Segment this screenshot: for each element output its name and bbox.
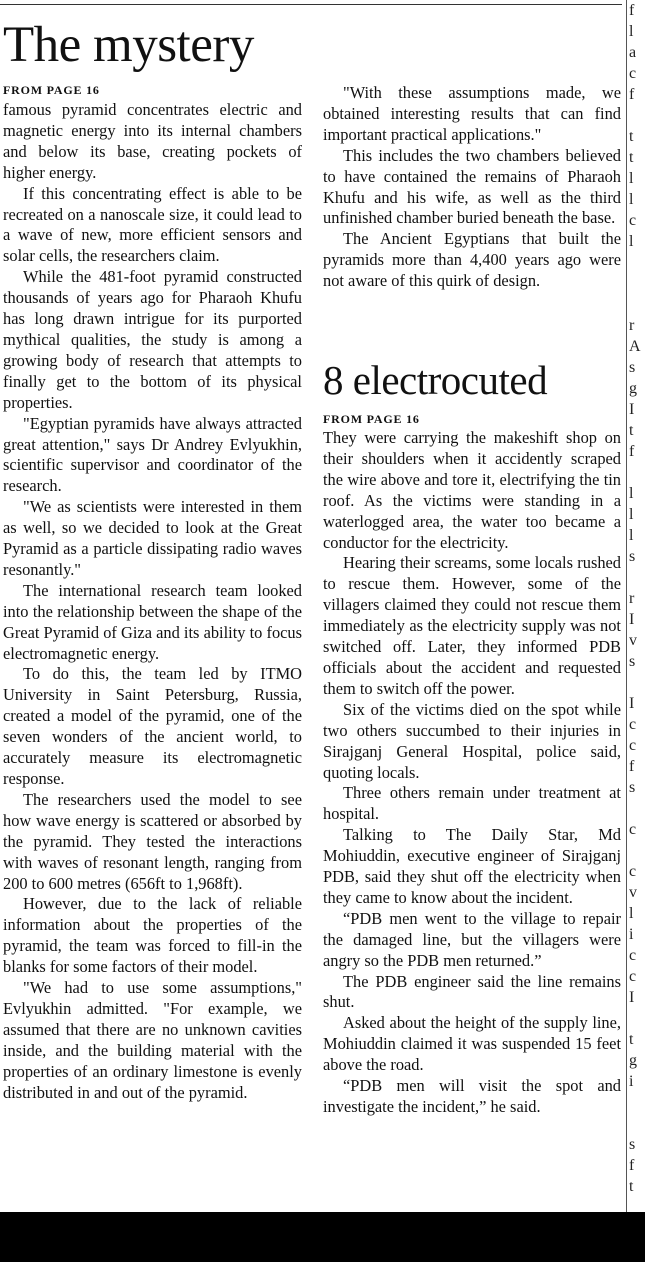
edge-fragment: c	[629, 968, 637, 985]
paragraph: Hearing their screams, some locals rushed to rescue them. However, some of the villagers claimed they could not rescue them immediately as the electricity supply was not switched off. Later, they informed PDB officials about the accident and requested them to switch off the power.	[323, 553, 621, 698]
edge-fragment: g	[629, 380, 637, 397]
edge-fragment: I	[629, 989, 635, 1006]
edge-fragment: t	[629, 422, 634, 439]
edge-fragment: i	[629, 1073, 634, 1090]
paragraph: Three others remain under treatment at hospital.	[323, 783, 621, 824]
edge-fragment: s	[629, 359, 636, 376]
headline-8-electrocuted: 8 electrocuted	[323, 357, 548, 403]
black-bottom-bar	[0, 1212, 645, 1262]
edge-fragment: f	[629, 1157, 635, 1174]
edge-fragment: s	[629, 1136, 636, 1153]
paragraph: This includes the two chambers believed to have contained the remains of Pharaoh Khufu and his wife, as well as the third unfinished chamber buried beneath the base.	[323, 145, 621, 228]
paragraph: Six of the victims died on the spot while two others succumbed to their injuries in Sirajganj General Hospital, police said, quoting locals.	[323, 699, 621, 782]
paragraph: "Egyptian pyramids have always attracted great attention," says Dr Andrey Evlyukhin, scientific supervisor and coordinator of the research.	[3, 413, 302, 496]
edge-fragment	[629, 273, 645, 294]
edge-fragment	[629, 105, 645, 126]
edge-fragment: g	[629, 1052, 637, 1069]
edge-fragment	[629, 294, 645, 315]
paragraph: To do this, the team led by ITMO University in Saint Petersburg, Russia, created a model of the pyramid, one of the seven wonders of the ancient world, to accurately measure its electromagnetic response.	[3, 664, 302, 788]
edge-fragment: c	[629, 65, 637, 82]
mystery-column-2	[323, 83, 621, 292]
from-page-label: FROM PAGE 16	[323, 412, 420, 426]
paragraph: famous pyramid concentrates electric and magnetic energy into its internal chambers and below its base, creating pockets of higher energy.	[3, 100, 302, 182]
paragraph: “PDB men will visit the spot and investigate the incident,” he said.	[323, 1076, 621, 1116]
edge-fragment	[629, 252, 645, 273]
paragraph: Talking to The Daily Star, Md Mohiuddin, executive engineer of Sirajganj PDB, said they shut off the electricity when they came to know about the incident.	[323, 825, 621, 907]
edge-fragment: f	[629, 758, 635, 775]
edge-fragment: f	[629, 86, 635, 103]
electrocuted-column	[323, 428, 621, 1118]
edge-fragment: t	[629, 1031, 634, 1048]
edge-fragment: v	[629, 884, 637, 901]
edge-fragment: r	[629, 590, 635, 607]
edge-fragment: I	[629, 695, 635, 712]
paragraph: "With these assumptions made, we obtained interesting results that can find important practical applications."	[323, 83, 621, 144]
paragraph: The PDB engineer said the line remains shut.	[323, 971, 621, 1012]
edge-fragment	[629, 798, 645, 819]
edge-fragment: I	[629, 611, 635, 628]
column-rule	[626, 0, 627, 1212]
cropped-next-column	[629, 0, 645, 1212]
edge-fragment: c	[629, 821, 637, 838]
edge-fragment: v	[629, 632, 637, 649]
edge-fragment: f	[629, 443, 635, 460]
edge-fragment: a	[629, 44, 637, 61]
edge-fragment: s	[629, 653, 636, 670]
edge-fragment: c	[629, 737, 637, 754]
headline-the-mystery: The mystery	[3, 17, 254, 73]
paragraph: They were carrying the makeshift shop on their shoulders when it accidently scraped the wire above and tore it, electrifying the tin roof. As the victims were standing in a waterlogged area, the water too became a conductor for the electricity.	[323, 428, 621, 552]
edge-fragment: s	[629, 779, 636, 796]
paragraph: The Ancient Egyptians that built the pyramids more than 4,400 years ago were not aware of this quirk of design.	[323, 229, 621, 291]
edge-fragment: t	[629, 149, 634, 166]
paragraph: While the 481-foot pyramid constructed thousands of years ago for Pharaoh Khufu has long drawn intrigue for its purported mythical qualities, the study is among a growing body of research that attempts to finally get to the bottom of its physical properties.	[3, 267, 302, 412]
edge-fragment	[629, 1092, 645, 1113]
edge-fragment: A	[629, 338, 641, 355]
edge-fragment: c	[629, 716, 637, 733]
paragraph: "We had to use some assumptions," Evlyukhin admitted. "For example, we assumed that there are no unknown cavities inside, and the building material with the properties of an ordinary limestone is evenly distributed in and out of the pyramid.	[3, 978, 302, 1102]
edge-fragment: t	[629, 1178, 634, 1195]
paragraph: If this concentrating effect is able to be recreated on a nanoscale size, it could lead to a wave of new, more efficient sensors and solar cells, the researchers claim.	[3, 183, 302, 266]
edge-fragment: l	[629, 233, 634, 250]
paragraph: "We as scientists were interested in them as well, so we decided to look at the Great Pyramid as a particle dissipating radio waves resonantly."	[3, 497, 302, 579]
mystery-column-1	[3, 100, 302, 1104]
edge-fragment: r	[629, 317, 635, 334]
edge-fragment: l	[629, 191, 634, 208]
edge-fragment: l	[629, 23, 634, 40]
edge-fragment	[629, 672, 645, 693]
edge-fragment: l	[629, 527, 634, 544]
edge-fragment: i	[629, 926, 634, 943]
edge-fragment: c	[629, 947, 637, 964]
edge-fragment	[629, 1008, 645, 1029]
edge-fragment	[629, 840, 645, 861]
edge-fragment	[629, 1113, 645, 1134]
edge-fragment: c	[629, 212, 637, 229]
edge-fragment: l	[629, 506, 634, 523]
edge-fragment: s	[629, 548, 636, 565]
edge-fragment: I	[629, 401, 635, 418]
paragraph: However, due to the lack of reliable information about the properties of the pyramid, the team was forced to fill-in the blanks for some factors of their model.	[3, 894, 302, 977]
edge-fragment	[629, 567, 645, 588]
edge-fragment: t	[629, 128, 634, 145]
edge-fragment: l	[629, 170, 634, 187]
edge-fragment: l	[629, 905, 634, 922]
edge-fragment	[629, 462, 645, 483]
from-page-label: FROM PAGE 16	[3, 83, 100, 97]
paragraph: “PDB men went to the village to repair the damaged line, but the villagers were angry so the PDB men returned.”	[323, 908, 621, 970]
paragraph: The international research team looked into the relationship between the shape of the Great Pyramid of Giza and its ability to focus electromagnetic energy.	[3, 580, 302, 663]
paragraph: Asked about the height of the supply line, Mohiuddin claimed it was suspended 15 feet above the road.	[323, 1013, 621, 1075]
top-rule	[0, 4, 622, 5]
edge-fragment: c	[629, 863, 637, 880]
edge-fragment: l	[629, 485, 634, 502]
paragraph: The researchers used the model to see how wave energy is scattered or absorbed by the pyramid. They tested the interactions with waves of resonant length, ranging from 200 to 600 metres (656ft to 1,968ft).	[3, 789, 302, 893]
edge-fragment: f	[629, 2, 635, 19]
